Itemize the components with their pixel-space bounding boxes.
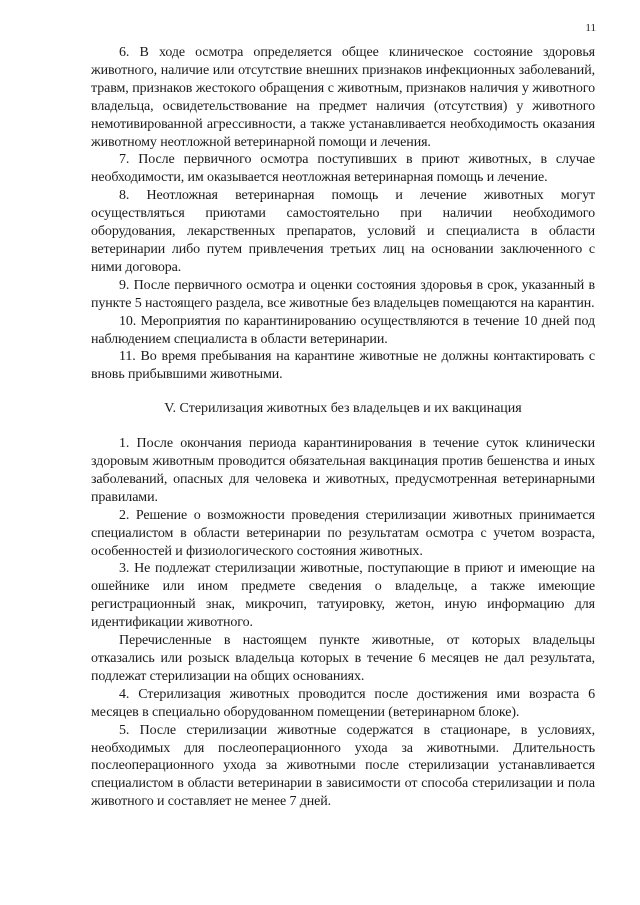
paragraph-7: 7. После первичного осмотра поступивших в приют животных, в случае необходимости, им оказывается неотложная ветеринарная помощь и лечение. (91, 152, 595, 186)
paragraph-8: 8. Неотложная ветеринарная помощь и лечение животных могут осуществляться приютами самостоятельно при наличии необходимого оборудования, лекарственных препаратов, условий и специалиста в области ветеринарии либо путем привлечения третьих лиц на основании заключенного с ними договора. (91, 188, 595, 275)
section-v-paragraph-4: 4. Стерилизация животных проводится после достижения ими возраста 6 месяцев в специально оборудованном помещении (ветеринарном блоке). (91, 686, 595, 720)
document-body (91, 44, 595, 811)
paragraph-11: 11. Во время пребывания на карантине животные не должны контактировать с вновь прибывшими животными. (91, 349, 595, 383)
section-v-paragraph-5: 5. После стерилизации животные содержатся в стационаре, в условиях, необходимых для послеоперационного ухода за животными. Длительность послеоперационного ухода за животными после стерилизации устанавливается специалистом в области ветеринарии в зависимости от способа стерилизации и пола животного и составляет не менее 7 дней. (91, 722, 595, 810)
section-v-paragraph-2: 2. Решение о возможности проведения стерилизации животных принимается специалистом в области ветеринарии по результатам осмотра с учетом возраста, особенностей и физиологического состояния животных. (91, 507, 595, 559)
paragraph-10: 10. Мероприятия по карантинированию осуществляются в течение 10 дней под наблюдением специалиста в области ветеринарии. (91, 313, 595, 347)
section-v-paragraph-1: 1. После окончания периода карантинирования в течение суток клинически здоровым животным проводится обязательная вакцинация против бешенства и иных заболеваний, опасных для человека и животных, предусмотренная ветеринарными правилами. (91, 436, 595, 505)
paragraph-9: 9. После первичного осмотра и оценки состояния здоровья в срок, указанный в пункте 5 настоящего раздела, все животные без владельцев помещаются на карантин. (91, 277, 595, 311)
section-v-paragraph-3-continued: Перечисленные в настоящем пункте животные, от которых владельцы отказались или розыск владельца которых в течение 6 месяцев не дал результата, подлежат стерилизации на общих основаниях. (91, 633, 595, 684)
section-heading: V. Стерилизация животных без владельцев и их вакцинация (164, 401, 522, 417)
page-number: 11 (585, 22, 596, 34)
paragraph-6: 6. В ходе осмотра определяется общее клиническое состояние здоровья животного, наличие или отсутствие внешних признаков инфекционных заболеваний, травм, признаков жестокого обращения с животным, признаков наличия у животного владельца, освидетельствование на предмет наличия (отсутствия) у животного немотивированной агрессивности, а также устанавливается необходимость оказания животному неотложной ветеринарной помощи и лечения. (91, 45, 595, 150)
section-v-paragraph-3: 3. Не подлежат стерилизации животные, поступающие в приют и имеющие на ошейнике или ином предмете сведения о владельце, а также имеющие регистрационный знак, микрочип, татуировку, жетон, иную информацию для идентификации животного. (91, 561, 595, 631)
